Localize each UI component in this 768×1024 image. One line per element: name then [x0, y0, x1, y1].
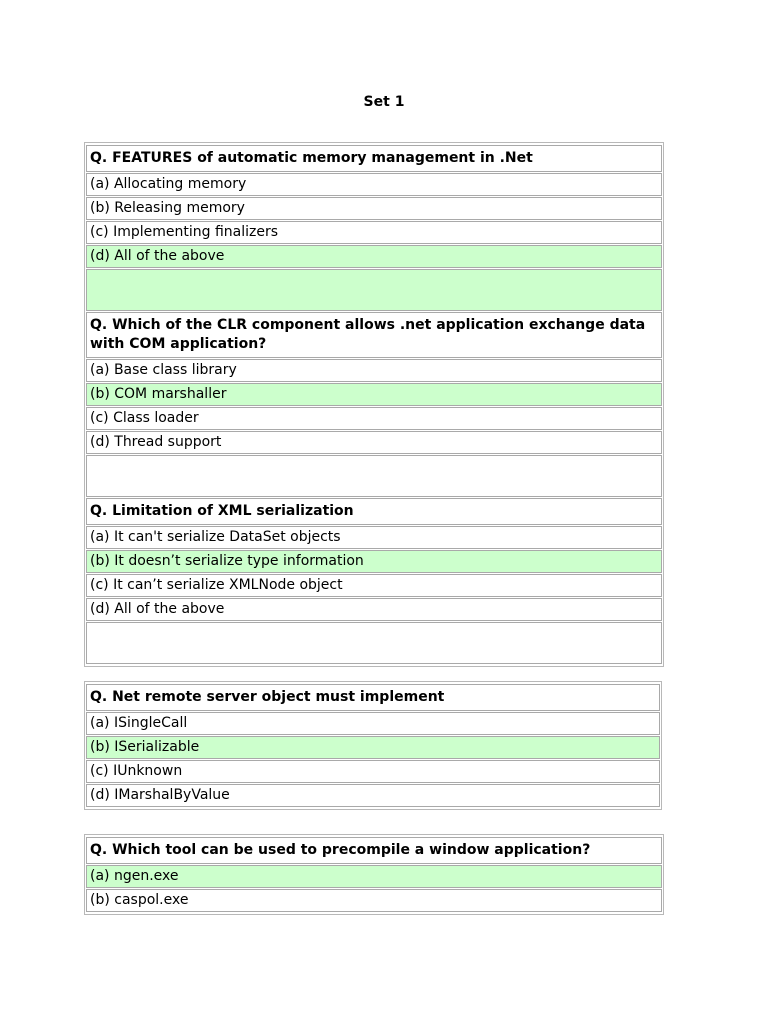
question-1-spacer	[86, 269, 662, 311]
question-1-option-d-correct: (d) All of the above	[86, 245, 662, 268]
question-5-option-a-correct: (a) ngen.exe	[86, 865, 662, 888]
set-title: Set 1	[363, 94, 405, 110]
question-table-3	[84, 834, 664, 915]
question-3-option-c: (c) It can’t serialize XMLNode object	[86, 574, 662, 597]
question-2-option-b-correct: (b) COM marshaller	[86, 383, 662, 406]
question-5-text: Q. Which tool can be used to precompile a window application?	[86, 837, 662, 864]
question-5-option-b: (b) caspol.exe	[86, 889, 662, 912]
question-2-option-c: (c) Class loader	[86, 407, 662, 430]
question-table-1	[84, 142, 664, 667]
question-3-option-a: (a) It can't serialize DataSet objects	[86, 526, 662, 549]
question-4-option-d: (d) IMarshalByValue	[86, 784, 660, 807]
question-3-text: Q. Limitation of XML serialization	[86, 498, 662, 525]
question-4-text: Q. Net remote server object must implement	[86, 684, 660, 711]
question-1-option-a: (a) Allocating memory	[86, 173, 662, 196]
question-2-option-d: (d) Thread support	[86, 431, 662, 454]
question-3-spacer	[86, 622, 662, 664]
question-2-option-a: (a) Base class library	[86, 359, 662, 382]
question-table-2	[84, 681, 662, 810]
question-4-option-b-correct: (b) ISerializable	[86, 736, 660, 759]
question-2-spacer	[86, 455, 662, 497]
question-2-text: Q. Which of the CLR component allows .net application exchange data with COM application?	[86, 312, 662, 358]
question-3-option-b-correct: (b) It doesn’t serialize type information	[86, 550, 662, 573]
question-1-text: Q. FEATURES of automatic memory management in .Net	[86, 145, 662, 172]
question-4-option-c: (c) IUnknown	[86, 760, 660, 783]
question-3-option-d: (d) All of the above	[86, 598, 662, 621]
question-1-option-c: (c) Implementing finalizers	[86, 221, 662, 244]
question-4-option-a: (a) ISingleCall	[86, 712, 660, 735]
question-1-option-b: (b) Releasing memory	[86, 197, 662, 220]
